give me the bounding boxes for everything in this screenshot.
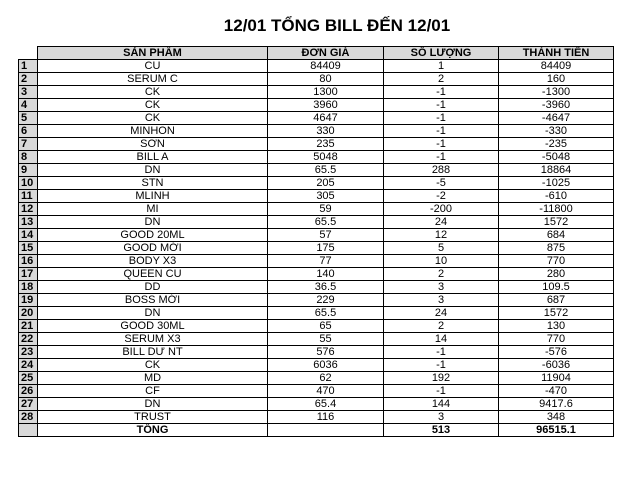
table-row	[19, 281, 614, 294]
table-row	[19, 112, 614, 125]
cell-price: 235	[268, 138, 384, 151]
row-number: 20	[19, 307, 38, 320]
cell-product: CK	[38, 86, 268, 99]
cell-amount: -1025	[499, 177, 614, 190]
row-number: 14	[19, 229, 38, 242]
cell-amount: 109.5	[499, 281, 614, 294]
cell-price: 65.5	[268, 164, 384, 177]
table-row	[19, 242, 614, 255]
cell-price: 330	[268, 125, 384, 138]
cell-product: CF	[38, 385, 268, 398]
row-number: 12	[19, 203, 38, 216]
row-number: 27	[19, 398, 38, 411]
cell-quantity: 1	[384, 60, 499, 73]
row-number: 6	[19, 125, 38, 138]
cell-price: 305	[268, 190, 384, 203]
cell-amount: 770	[499, 333, 614, 346]
row-number: 10	[19, 177, 38, 190]
table-row	[19, 359, 614, 372]
cell-amount: 11904	[499, 372, 614, 385]
bill-table	[18, 46, 614, 437]
row-number: 26	[19, 385, 38, 398]
cell-quantity: -1	[384, 138, 499, 151]
cell-quantity: -1	[384, 99, 499, 112]
cell-amount: 130	[499, 320, 614, 333]
cell-quantity: -5	[384, 177, 499, 190]
cell-product: BOSS MỚI	[38, 294, 268, 307]
row-number: 23	[19, 346, 38, 359]
row-number: 8	[19, 151, 38, 164]
row-number: 17	[19, 268, 38, 281]
cell-price: 4647	[268, 112, 384, 125]
cell-product: GOOD MỚI	[38, 242, 268, 255]
cell-product: MI	[38, 203, 268, 216]
table-row	[19, 177, 614, 190]
row-number: 2	[19, 73, 38, 86]
table-row	[19, 294, 614, 307]
cell-amount: -235	[499, 138, 614, 151]
cell-price: 65	[268, 320, 384, 333]
cell-amount: -330	[499, 125, 614, 138]
row-number: 5	[19, 112, 38, 125]
table-row	[19, 216, 614, 229]
cell-amount: -576	[499, 346, 614, 359]
cell-quantity: -1	[384, 125, 499, 138]
header-amount: THÀNH TIỀN	[499, 47, 614, 60]
cell-product: GOOD 20ML	[38, 229, 268, 242]
cell-quantity: -2	[384, 190, 499, 203]
row-number: 3	[19, 86, 38, 99]
cell-product: CK	[38, 112, 268, 125]
total-amount: 96515.1	[499, 424, 614, 437]
cell-price: 175	[268, 242, 384, 255]
row-number: 19	[19, 294, 38, 307]
table-row	[19, 151, 614, 164]
cell-price: 55	[268, 333, 384, 346]
cell-product: CK	[38, 359, 268, 372]
cell-price: 65.5	[268, 216, 384, 229]
cell-amount: 84409	[499, 60, 614, 73]
table-row	[19, 125, 614, 138]
table-row	[19, 333, 614, 346]
row-number: 22	[19, 333, 38, 346]
cell-price: 229	[268, 294, 384, 307]
row-number: 7	[19, 138, 38, 151]
cell-amount: 770	[499, 255, 614, 268]
cell-amount: -1300	[499, 86, 614, 99]
table-row	[19, 138, 614, 151]
cell-quantity: 2	[384, 73, 499, 86]
cell-price: 65.4	[268, 398, 384, 411]
page-title: 12/01 TỔNG BILL ĐẾN 12/01	[223, 16, 451, 35]
cell-amount: -11800	[499, 203, 614, 216]
cell-price: 470	[268, 385, 384, 398]
table-row	[19, 190, 614, 203]
cell-quantity: 2	[384, 268, 499, 281]
row-number: 11	[19, 190, 38, 203]
cell-amount: -470	[499, 385, 614, 398]
cell-amount: 160	[499, 73, 614, 86]
cell-product: DD	[38, 281, 268, 294]
cell-product: CK	[38, 99, 268, 112]
table-row	[19, 320, 614, 333]
cell-product: BODY X3	[38, 255, 268, 268]
cell-quantity: 144	[384, 398, 499, 411]
row-number: 18	[19, 281, 38, 294]
cell-product: QUEEN CU	[38, 268, 268, 281]
cell-amount: 875	[499, 242, 614, 255]
corner-cell	[19, 47, 38, 60]
row-number: 1	[19, 60, 38, 73]
total-row	[19, 424, 614, 437]
table-row	[19, 203, 614, 216]
table-row	[19, 73, 614, 86]
cell-quantity: 5	[384, 242, 499, 255]
cell-product: DN	[38, 216, 268, 229]
cell-price: 3960	[268, 99, 384, 112]
cell-quantity: -1	[384, 151, 499, 164]
cell-quantity: 3	[384, 294, 499, 307]
row-number: 16	[19, 255, 38, 268]
cell-price: 5048	[268, 151, 384, 164]
cell-product: STN	[38, 177, 268, 190]
cell-price: 205	[268, 177, 384, 190]
cell-quantity: -1	[384, 346, 499, 359]
header-price: ĐƠN GIÁ	[268, 47, 384, 60]
cell-amount: 18864	[499, 164, 614, 177]
cell-product: SƠN	[38, 138, 268, 151]
cell-quantity: -1	[384, 86, 499, 99]
cell-price: 116	[268, 411, 384, 424]
table-row	[19, 346, 614, 359]
cell-product: TRUST	[38, 411, 268, 424]
cell-amount: 1572	[499, 216, 614, 229]
total-quantity: 513	[384, 424, 499, 437]
row-number: 9	[19, 164, 38, 177]
cell-amount: 684	[499, 229, 614, 242]
cell-quantity: 10	[384, 255, 499, 268]
cell-product: CU	[38, 60, 268, 73]
cell-product: SERUM C	[38, 73, 268, 86]
row-number: 24	[19, 359, 38, 372]
table-row	[19, 60, 614, 73]
header-product: SẢN PHẨM	[38, 47, 268, 60]
cell-quantity: 288	[384, 164, 499, 177]
cell-quantity: 12	[384, 229, 499, 242]
table-row	[19, 164, 614, 177]
cell-price: 59	[268, 203, 384, 216]
cell-amount: 348	[499, 411, 614, 424]
table-row	[19, 411, 614, 424]
cell-price: 80	[268, 73, 384, 86]
cell-amount: -610	[499, 190, 614, 203]
row-number: 28	[19, 411, 38, 424]
total-label: TỔNG	[38, 424, 268, 437]
row-number: 13	[19, 216, 38, 229]
cell-quantity: 2	[384, 320, 499, 333]
cell-product: DN	[38, 398, 268, 411]
table-row	[19, 86, 614, 99]
total-price	[268, 424, 384, 437]
row-number: 15	[19, 242, 38, 255]
table-row	[19, 255, 614, 268]
table-row	[19, 307, 614, 320]
cell-quantity: 3	[384, 281, 499, 294]
cell-amount: -3960	[499, 99, 614, 112]
cell-product: BILL DƯ NT	[38, 346, 268, 359]
row-number: 4	[19, 99, 38, 112]
table-row	[19, 372, 614, 385]
cell-price: 57	[268, 229, 384, 242]
cell-amount: 9417.6	[499, 398, 614, 411]
cell-price: 140	[268, 268, 384, 281]
cell-price: 1300	[268, 86, 384, 99]
cell-quantity: 14	[384, 333, 499, 346]
cell-product: BILL A	[38, 151, 268, 164]
cell-product: MD	[38, 372, 268, 385]
cell-price: 36.5	[268, 281, 384, 294]
cell-quantity: 192	[384, 372, 499, 385]
cell-product: GOOD 30ML	[38, 320, 268, 333]
cell-price: 6036	[268, 359, 384, 372]
cell-amount: 280	[499, 268, 614, 281]
cell-price: 62	[268, 372, 384, 385]
cell-quantity: 24	[384, 216, 499, 229]
cell-quantity: 24	[384, 307, 499, 320]
row-number: 21	[19, 320, 38, 333]
cell-quantity: -1	[384, 112, 499, 125]
cell-amount: -4647	[499, 112, 614, 125]
cell-product: MLINH	[38, 190, 268, 203]
table-row	[19, 268, 614, 281]
cell-amount: -5048	[499, 151, 614, 164]
cell-quantity: -1	[384, 359, 499, 372]
table-row	[19, 99, 614, 112]
row-number	[19, 424, 38, 437]
cell-amount: 687	[499, 294, 614, 307]
cell-product: MINHON	[38, 125, 268, 138]
cell-amount: -6036	[499, 359, 614, 372]
table-row	[19, 229, 614, 242]
cell-product: DN	[38, 307, 268, 320]
cell-product: SERUM X3	[38, 333, 268, 346]
cell-quantity: -200	[384, 203, 499, 216]
header-quantity: SỐ LƯỢNG	[384, 47, 499, 60]
table-row	[19, 385, 614, 398]
cell-price: 65.5	[268, 307, 384, 320]
cell-price: 84409	[268, 60, 384, 73]
table-row	[19, 398, 614, 411]
row-number: 25	[19, 372, 38, 385]
cell-product: DN	[38, 164, 268, 177]
header-row	[19, 47, 614, 60]
cell-price: 576	[268, 346, 384, 359]
cell-quantity: -1	[384, 385, 499, 398]
cell-price: 77	[268, 255, 384, 268]
cell-quantity: 3	[384, 411, 499, 424]
cell-amount: 1572	[499, 307, 614, 320]
